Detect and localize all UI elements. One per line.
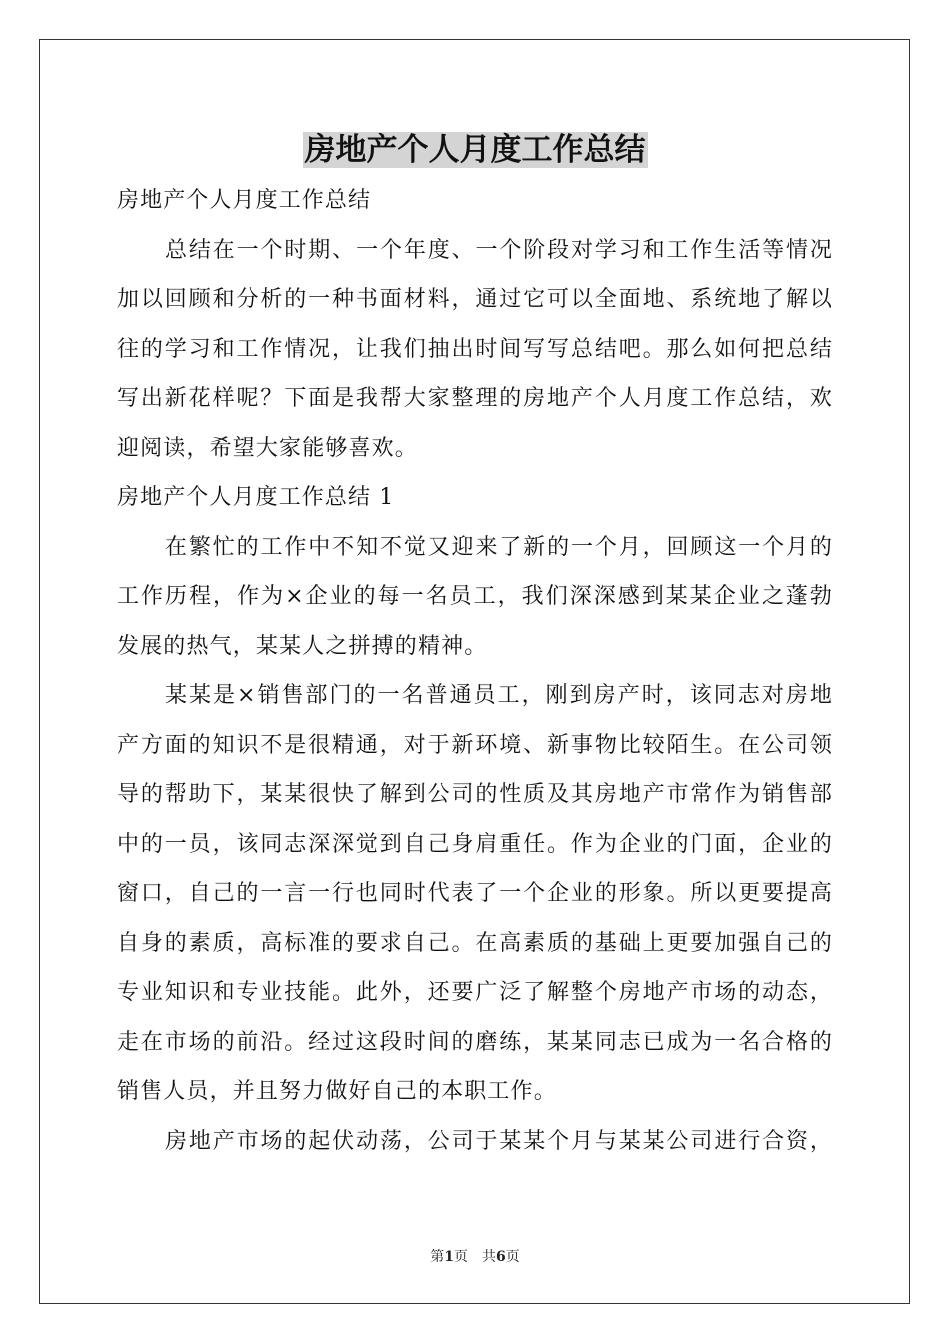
section-heading: 房地产个人月度工作总结 xyxy=(117,188,372,213)
document-body xyxy=(117,179,833,1169)
paragraph-line: 产方面的知识不是很精通，对于新环境、新事物比较陌生。在公司领 xyxy=(117,732,833,758)
paragraph-line: 发展的热气，某某人之拼搏的精神。 xyxy=(117,633,488,659)
paragraph-line: 迎阅读，希望大家能够喜欢。 xyxy=(117,435,418,461)
paragraph-line: 总结在一个时期、一个年度、一个阶段对学习和工作生活等情况 xyxy=(165,237,833,263)
paragraph-line: 自身的素质，高标准的要求自己。在高素质的基础上更要加强自己的 xyxy=(117,930,833,956)
total-prefix: 共 xyxy=(482,1249,496,1265)
paragraph-line: 在繁忙的工作中不知不觉又迎来了新的一个月，回顾这一个月的 xyxy=(165,534,833,560)
paragraph-line: 中的一员，该同志深深觉到自己身肩重任。作为企业的门面，企业的 xyxy=(117,831,833,857)
paragraph-line: 走在市场的前沿。经过这段时间的磨练，某某同志已成为一名合格的 xyxy=(117,1029,833,1055)
paragraph-line: 写出新花样呢？下面是我帮大家整理的房地产个人月度工作总结，欢 xyxy=(117,386,833,411)
page-total: 6 xyxy=(496,1249,506,1265)
paragraph-line: 专业知识和专业技能。此外，还要广泛了解整个房地产市场的动态， xyxy=(117,980,833,1005)
paragraph-line: 房地产市场的起伏动荡，公司于某某个月与某某公司进行合资， xyxy=(165,1128,833,1154)
document-title-text: 房地产个人月度工作总结 xyxy=(304,132,646,168)
paragraph-line: 加以回顾和分析的一种书面材料，通过它可以全面地、系统地了解以 xyxy=(117,287,833,312)
paragraph-line: 导的帮助下，某某很快了解到公司的性质及其房地产市常作为销售部 xyxy=(117,782,833,807)
paragraph-line: 某某是×销售部门的一名普通员工，刚到房产时，该同志对房地 xyxy=(165,683,833,708)
page-suffix: 页 xyxy=(454,1249,468,1265)
total-suffix: 页 xyxy=(505,1249,520,1265)
paragraph-line: 窗口，自己的一言一行也同时代表了一个企业的形象。所以更要提高 xyxy=(117,881,833,906)
page-prefix: 第 xyxy=(430,1249,445,1265)
paragraph-line: 往的学习和工作情况，让我们抽出时间写写总结吧。那么如何把总结 xyxy=(117,336,833,362)
document-title xyxy=(0,128,950,172)
page-number: 1 xyxy=(444,1249,454,1265)
page-footer xyxy=(0,1247,950,1267)
paragraph-line: 销售人员，并且努力做好自己的本职工作。 xyxy=(117,1079,557,1104)
section-heading: 房地产个人月度工作总结 1 xyxy=(117,485,395,510)
paragraph-line: 工作历程，作为×企业的每一名员工，我们深深感到某某企业之蓬勃 xyxy=(117,584,833,609)
